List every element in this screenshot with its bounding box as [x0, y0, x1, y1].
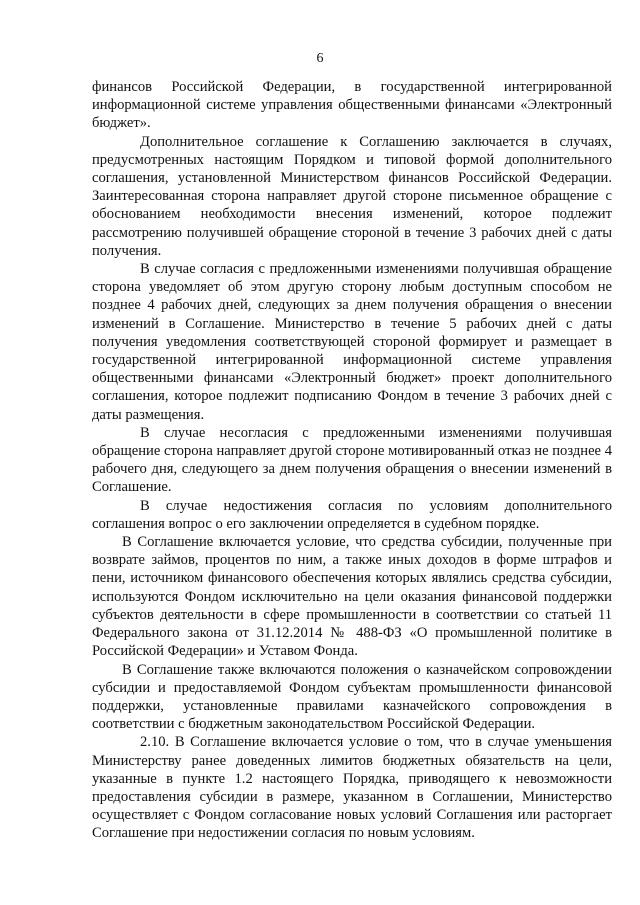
paragraph-additional-agreement: Дополнительное соглашение к Соглашению заключается в случаях, предусмотренных настоящим Порядком и типовой формой дополнительного соглашения, установленной Министерством финансов Российской Федерации. Заинтересованная сторона направляет другой стороне письменное обращение с обоснованием необходимости внесения изменений, которое подлежит рассмотрению получившей обращение стороной в течение 3 рабочих дней с даты получения. [92, 133, 612, 259]
paragraph-treasury-support: В Соглашение также включаются положения о казначейском сопровождении субсидии и предоставляемой Фондом субъектам промышленности финансовой поддержки, установленные правилами казначейского сопровождения в соответствии с бюджетным законодательством Российской Федерации. [92, 661, 612, 733]
page-number: 6 [316, 51, 324, 66]
paragraph-subsidy-condition: В Соглашение включается условие, что средства субсидии, полученные при возврате займов, процентов по ним, а также иных доходов в форме штрафов и пени, источником финансового обеспечения которых являлись средства субсидии, используются Фондом исключительно на цели оказания финансовой поддержки субъектов деятельности в сфере промышленности в соответствии со статьей 11 Федерального закона от 31.12.2014 № 488-ФЗ «О промышленной политике в Российской Федерации» и Уставом Фонда. [92, 534, 612, 660]
paragraph-disagreement: В случае несогласия с предложенными изменениями получившая обращение сторона направляет другой стороне мотивированный отказ не позднее 4 рабочего дня, следующего за днем получения обращения о внесении изменений в Соглашение. [92, 424, 612, 496]
paragraph-no-agreement: В случае недостижения согласия по условиям дополнительного соглашения вопрос о его заключении определяется в судебном порядке. [92, 497, 612, 532]
paragraph-2-10: 2.10. В Соглашение включается условие о том, что в случае уменьшения Министерству ранее доведенных лимитов бюджетных обязательств на цели, указанные в пункте 1.2 настоящего Порядка, приводящего к невозможности предоставления субсидии в размере, указанном в Соглашении, Министерство осуществляет с Фондом согласование новых условий Соглашения или расторгает Соглашение при недостижении согласия по новым условиям. [92, 734, 612, 842]
paragraph-continuation: финансов Российской Федерации, в государственной интегрированной информационной системе управления общественными финансами «Электронный бюджет». [92, 79, 612, 132]
document-body [92, 78, 612, 843]
paragraph-consent: В случае согласия с предложенными изменениями получившая обращение сторона уведомляет об этом другую сторону любым доступным способом не позднее 4 рабочих дней, следующих за днем получения обращения о внесении изменений в Соглашение. Министерство в течение 5 рабочих дней с даты получения уведомления соответствующей стороной формирует и размещает в государственной интегрированной информационной системе управления общественными финансами «Электронный бюджет» проект дополнительного соглашения, которое подлежит подписанию Фондом в течение 3 рабочих дней с даты размещения. [92, 261, 612, 423]
